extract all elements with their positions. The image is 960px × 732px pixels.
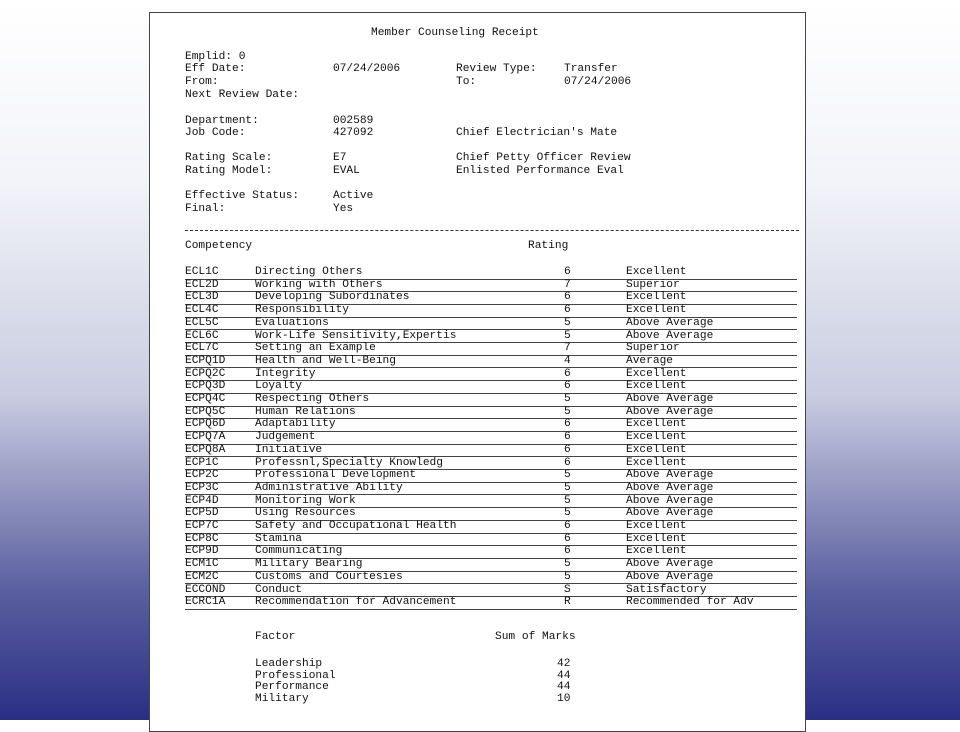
competency-name: Responsibility [255,304,349,317]
sum-of-marks-column-header: Sum of Marks [495,631,576,643]
table-row [185,431,797,445]
competency-column-header: Competency [185,240,253,252]
rating-description: Superior [626,342,680,355]
rating-description: Above Average [626,570,714,583]
rating-score: 6 [564,520,571,532]
table-row [185,330,797,344]
rating-description: Excellent [626,418,687,431]
competency-code: ECP9D [185,545,219,558]
competency-name: Developing Subordinates [255,291,410,304]
department-label: Department: [185,115,259,127]
table-row [185,495,797,509]
competency-name: Evaluations [255,316,329,329]
factor-name: Leadership [255,658,323,670]
eff-date-label: Eff Date: [185,63,246,75]
factor-name: Military [255,692,309,705]
competency-name: Adaptability [255,418,336,431]
competency-code: ECPQ6D [185,418,226,431]
competency-name: Administrative Ability [255,481,403,494]
rating-score: R [564,596,571,609]
rating-description: Excellent [626,520,687,532]
rating-score: 6 [564,532,571,545]
competency-name: Customs and Courtesies [255,570,403,583]
competency-name: Work-Life Sensitivity,Expertis [255,329,457,342]
rating-description: Recommended for Adv [626,596,754,609]
rating-score: 6 [564,380,571,393]
competency-name: Recommendation for Advancement [255,596,457,609]
rating-score: 7 [564,342,571,355]
rating-score: 5 [564,481,571,494]
competency-name: Military Bearing [255,558,363,571]
competency-code: ECL1C [185,266,219,278]
competency-code: ECPQ2C [185,367,226,380]
table-row [185,266,797,280]
review-type-value: Transfer [564,63,618,75]
table-row [185,507,797,521]
competency-code: ECPQ1D [185,354,226,367]
rating-scale-label: Rating Scale: [185,152,273,164]
rating-score: 6 [564,266,571,278]
rating-description: Excellent [626,431,687,444]
rating-description: Above Average [626,329,714,342]
competency-code: ECP5D [185,507,219,520]
factor-sum: 44 [557,669,571,682]
to-label: To: [456,76,477,88]
rating-score: 5 [564,558,571,571]
effective-status-label: Effective Status: [185,190,300,202]
competency-code: ECM2C [185,570,219,583]
rating-score: 5 [564,507,571,520]
competency-code: ECL7C [185,342,219,355]
final-value: Yes [333,203,354,215]
factor-name: Performance [255,681,329,693]
competency-code: ECRC1A [185,596,226,609]
competency-code: ECL4C [185,304,219,317]
rating-description: Satisfactory [626,583,707,596]
rating-model-label: Rating Model: [185,165,273,177]
table-row [185,457,797,471]
competency-name: Judgement [255,431,316,444]
table-row [185,368,797,382]
rating-description: Superior [626,278,680,291]
competency-code: ECP1C [185,456,219,469]
rating-description: Excellent [626,545,687,558]
rating-score: 6 [564,545,571,558]
table-row [185,533,797,547]
competency-name: Communicating [255,545,343,558]
competency-name: Monitoring Work [255,494,356,507]
competency-name: Conduct [255,583,302,596]
rating-description: Excellent [626,532,687,545]
rating-score: 5 [564,329,571,342]
factor-column-header: Factor [255,631,296,643]
table-row [185,520,797,534]
table-row [185,571,797,585]
competency-name: Stamina [255,532,302,545]
competency-name: Integrity [255,367,316,380]
rating-description: Excellent [626,304,687,317]
competency-name: Safety and Occupational Health [255,520,457,532]
receipt-page [149,12,806,732]
rating-score: S [564,583,571,596]
rating-score: 5 [564,393,571,405]
table-row [185,342,797,356]
factor-name: Professional [255,669,336,682]
rating-description: Above Average [626,494,714,507]
competency-code: ECL3D [185,291,219,304]
competency-name: Loyalty [255,380,302,393]
rating-score: 5 [564,316,571,329]
job-title: Chief Electrician's Mate [456,127,618,139]
rating-model-value: EVAL [333,165,360,177]
table-row [185,380,797,394]
table-row [185,545,797,559]
competency-code: ECPQ8A [185,443,226,456]
competency-code: ECL5C [185,316,219,329]
rating-score: 6 [564,418,571,431]
table-row [185,304,797,318]
competency-code: ECM1C [185,558,219,571]
competency-name: Directing Others [255,266,363,278]
competency-name: Professional Development [255,469,417,482]
rating-score: 5 [564,494,571,507]
emplid: Emplid: 0 [185,51,246,63]
rating-description: Excellent [626,367,687,380]
effective-status-value: Active [333,190,374,202]
competency-code: ECL2D [185,278,219,291]
competency-code: ECPQ5C [185,405,226,418]
competency-code: ECL6C [185,329,219,342]
competency-name: Respecting Others [255,393,370,405]
rating-description: Excellent [626,266,687,278]
rating-score: 6 [564,291,571,304]
table-row [185,444,797,458]
rating-score: 6 [564,431,571,444]
final-label: Final: [185,203,226,215]
competency-code: ECPQ4C [185,393,226,405]
table-row [185,558,797,572]
factor-sum: 10 [557,692,571,705]
table-row [185,469,797,483]
table-row [185,584,797,598]
rating-score: 6 [564,443,571,456]
rating-description: Above Average [626,507,714,520]
rating-score: 5 [564,469,571,482]
table-row [185,418,797,432]
department-value: 002589 [333,115,374,127]
rating-scale-desc: Chief Petty Officer Review [456,152,631,164]
rating-score: 4 [564,354,571,367]
competency-code: ECP4D [185,494,219,507]
table-row [185,291,797,305]
rating-description: Excellent [626,380,687,393]
factor-sum: 42 [557,658,571,670]
competency-code: ECP8C [185,532,219,545]
table-row [185,406,797,420]
dashed-separator [185,230,799,231]
competency-name: Using Resources [255,507,356,520]
rating-description: Above Average [626,316,714,329]
document-title: Member Counseling Receipt [371,27,539,39]
rating-model-desc: Enlisted Performance Eval [456,165,624,177]
job-code-label: Job Code: [185,127,246,139]
competency-name: Health and Well-Being [255,354,396,367]
factor-sum: 44 [557,681,571,693]
rating-description: Above Average [626,469,714,482]
rating-score: 6 [564,367,571,380]
competency-name: Working with Others [255,278,383,291]
rating-score: 5 [564,405,571,418]
competency-code: ECP3C [185,481,219,494]
rating-score: 5 [564,570,571,583]
rating-description: Above Average [626,405,714,418]
table-row [185,317,797,331]
competency-code: ECP2C [185,469,219,482]
review-type-label: Review Type: [456,63,537,75]
competency-name: Setting an Example [255,342,376,355]
competency-code: ECPQ3D [185,380,226,393]
table-row [185,482,797,496]
to-date-value: 07/24/2006 [564,76,632,88]
rating-description: Excellent [626,291,687,304]
competency-code: ECCOND [185,583,226,596]
rating-description: Average [626,354,673,367]
table-row [185,393,797,407]
rating-description: Above Average [626,558,714,571]
table-row [185,355,797,369]
table-row [185,279,797,293]
rating-description: Excellent [626,456,687,469]
rating-score: 6 [564,304,571,317]
competency-name: Professnl,Specialty Knowledg [255,456,443,469]
competency-name: Initiative [255,443,323,456]
rating-score: 7 [564,278,571,291]
competency-code: ECP7C [185,520,219,532]
rating-description: Above Average [626,393,714,405]
rating-description: Excellent [626,443,687,456]
rating-description: Above Average [626,481,714,494]
rating-column-header: Rating [528,240,569,252]
table-row [185,596,797,610]
next-review-label: Next Review Date: [185,89,300,101]
from-label: From: [185,76,219,88]
job-code-value: 427092 [333,127,374,139]
rating-scale-value: E7 [333,152,347,164]
competency-name: Human Relations [255,405,356,418]
competency-code: ECPQ7A [185,431,226,444]
rating-score: 6 [564,456,571,469]
eff-date-value: 07/24/2006 [333,63,401,75]
